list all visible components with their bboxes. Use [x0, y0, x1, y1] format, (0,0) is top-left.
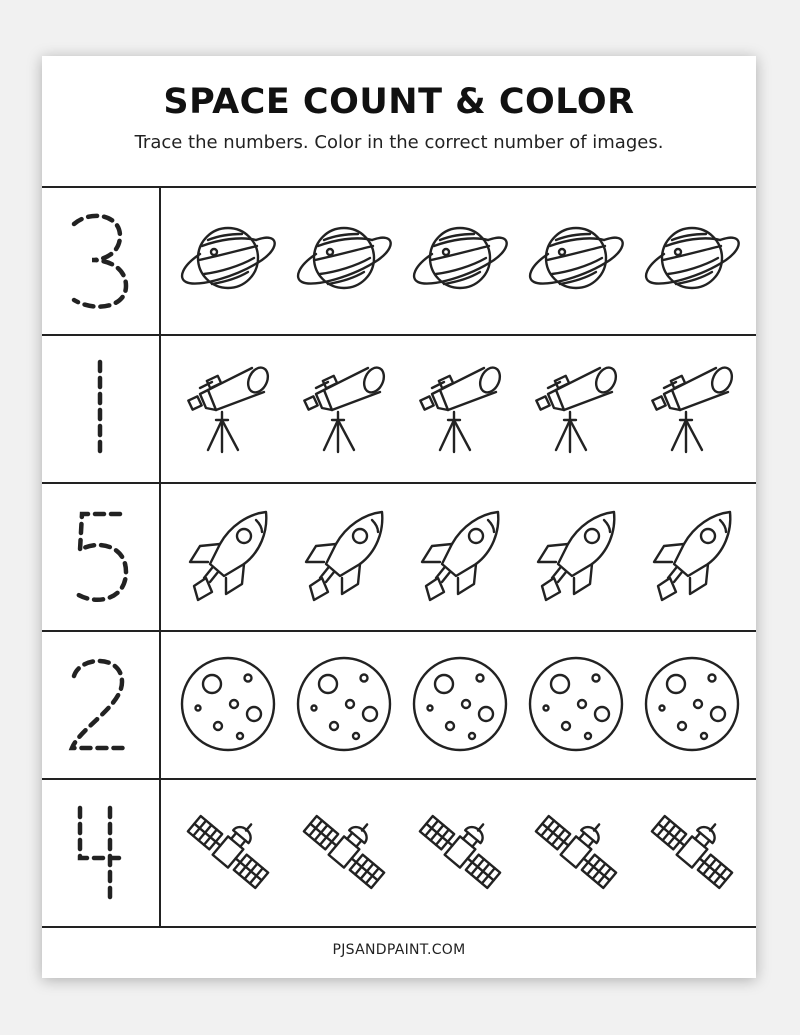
dashed-digit-2 — [60, 652, 140, 756]
satellite-icon[interactable] — [634, 792, 750, 912]
grid-line — [42, 926, 756, 928]
satellite-icon[interactable] — [286, 792, 402, 912]
row-5 — [42, 482, 756, 630]
trace-number-2[interactable] — [42, 630, 159, 778]
saturn-planet-icon[interactable] — [286, 200, 402, 320]
telescope-icon[interactable] — [634, 348, 750, 468]
trace-number-3[interactable] — [42, 186, 159, 334]
satellite-icon[interactable] — [170, 792, 286, 912]
dashed-digit-5 — [60, 504, 140, 608]
icon-row-telescope — [170, 348, 750, 468]
icon-row-satellite — [170, 792, 750, 912]
rocket-icon[interactable] — [170, 496, 286, 616]
row-2 — [42, 630, 756, 778]
satellite-icon[interactable] — [402, 792, 518, 912]
trace-number-5[interactable] — [42, 482, 159, 630]
footer-url: PJSANDPAINT.COM — [332, 942, 466, 958]
telescope-icon[interactable] — [518, 348, 634, 468]
saturn-planet-icon[interactable] — [402, 200, 518, 320]
dashed-digit-3 — [60, 208, 140, 312]
icon-row-rocket — [170, 496, 750, 616]
icon-row-saturn — [170, 200, 750, 320]
telescope-icon[interactable] — [402, 348, 518, 468]
saturn-planet-icon[interactable] — [518, 200, 634, 320]
moon-icon[interactable] — [518, 644, 634, 764]
moon-icon[interactable] — [634, 644, 750, 764]
saturn-planet-icon[interactable] — [170, 200, 286, 320]
counting-grid — [42, 186, 756, 926]
rocket-icon[interactable] — [518, 496, 634, 616]
satellite-icon[interactable] — [518, 792, 634, 912]
rocket-icon[interactable] — [286, 496, 402, 616]
telescope-icon[interactable] — [286, 348, 402, 468]
row-1 — [42, 334, 756, 482]
page-title: SPACE COUNT & COLOR — [163, 82, 635, 122]
saturn-planet-icon[interactable] — [634, 200, 750, 320]
icon-row-moon — [170, 644, 750, 764]
worksheet — [42, 56, 756, 978]
instructions: Trace the numbers. Color in the correct number of images. — [134, 132, 664, 153]
dashed-digit-4 — [60, 800, 140, 904]
moon-icon[interactable] — [170, 644, 286, 764]
trace-number-1[interactable] — [42, 334, 159, 482]
moon-icon[interactable] — [286, 644, 402, 764]
row-3 — [42, 186, 756, 334]
telescope-icon[interactable] — [170, 348, 286, 468]
dashed-digit-1 — [60, 356, 140, 460]
rocket-icon[interactable] — [402, 496, 518, 616]
row-4 — [42, 778, 756, 926]
rocket-icon[interactable] — [634, 496, 750, 616]
trace-number-4[interactable] — [42, 778, 159, 926]
moon-icon[interactable] — [402, 644, 518, 764]
